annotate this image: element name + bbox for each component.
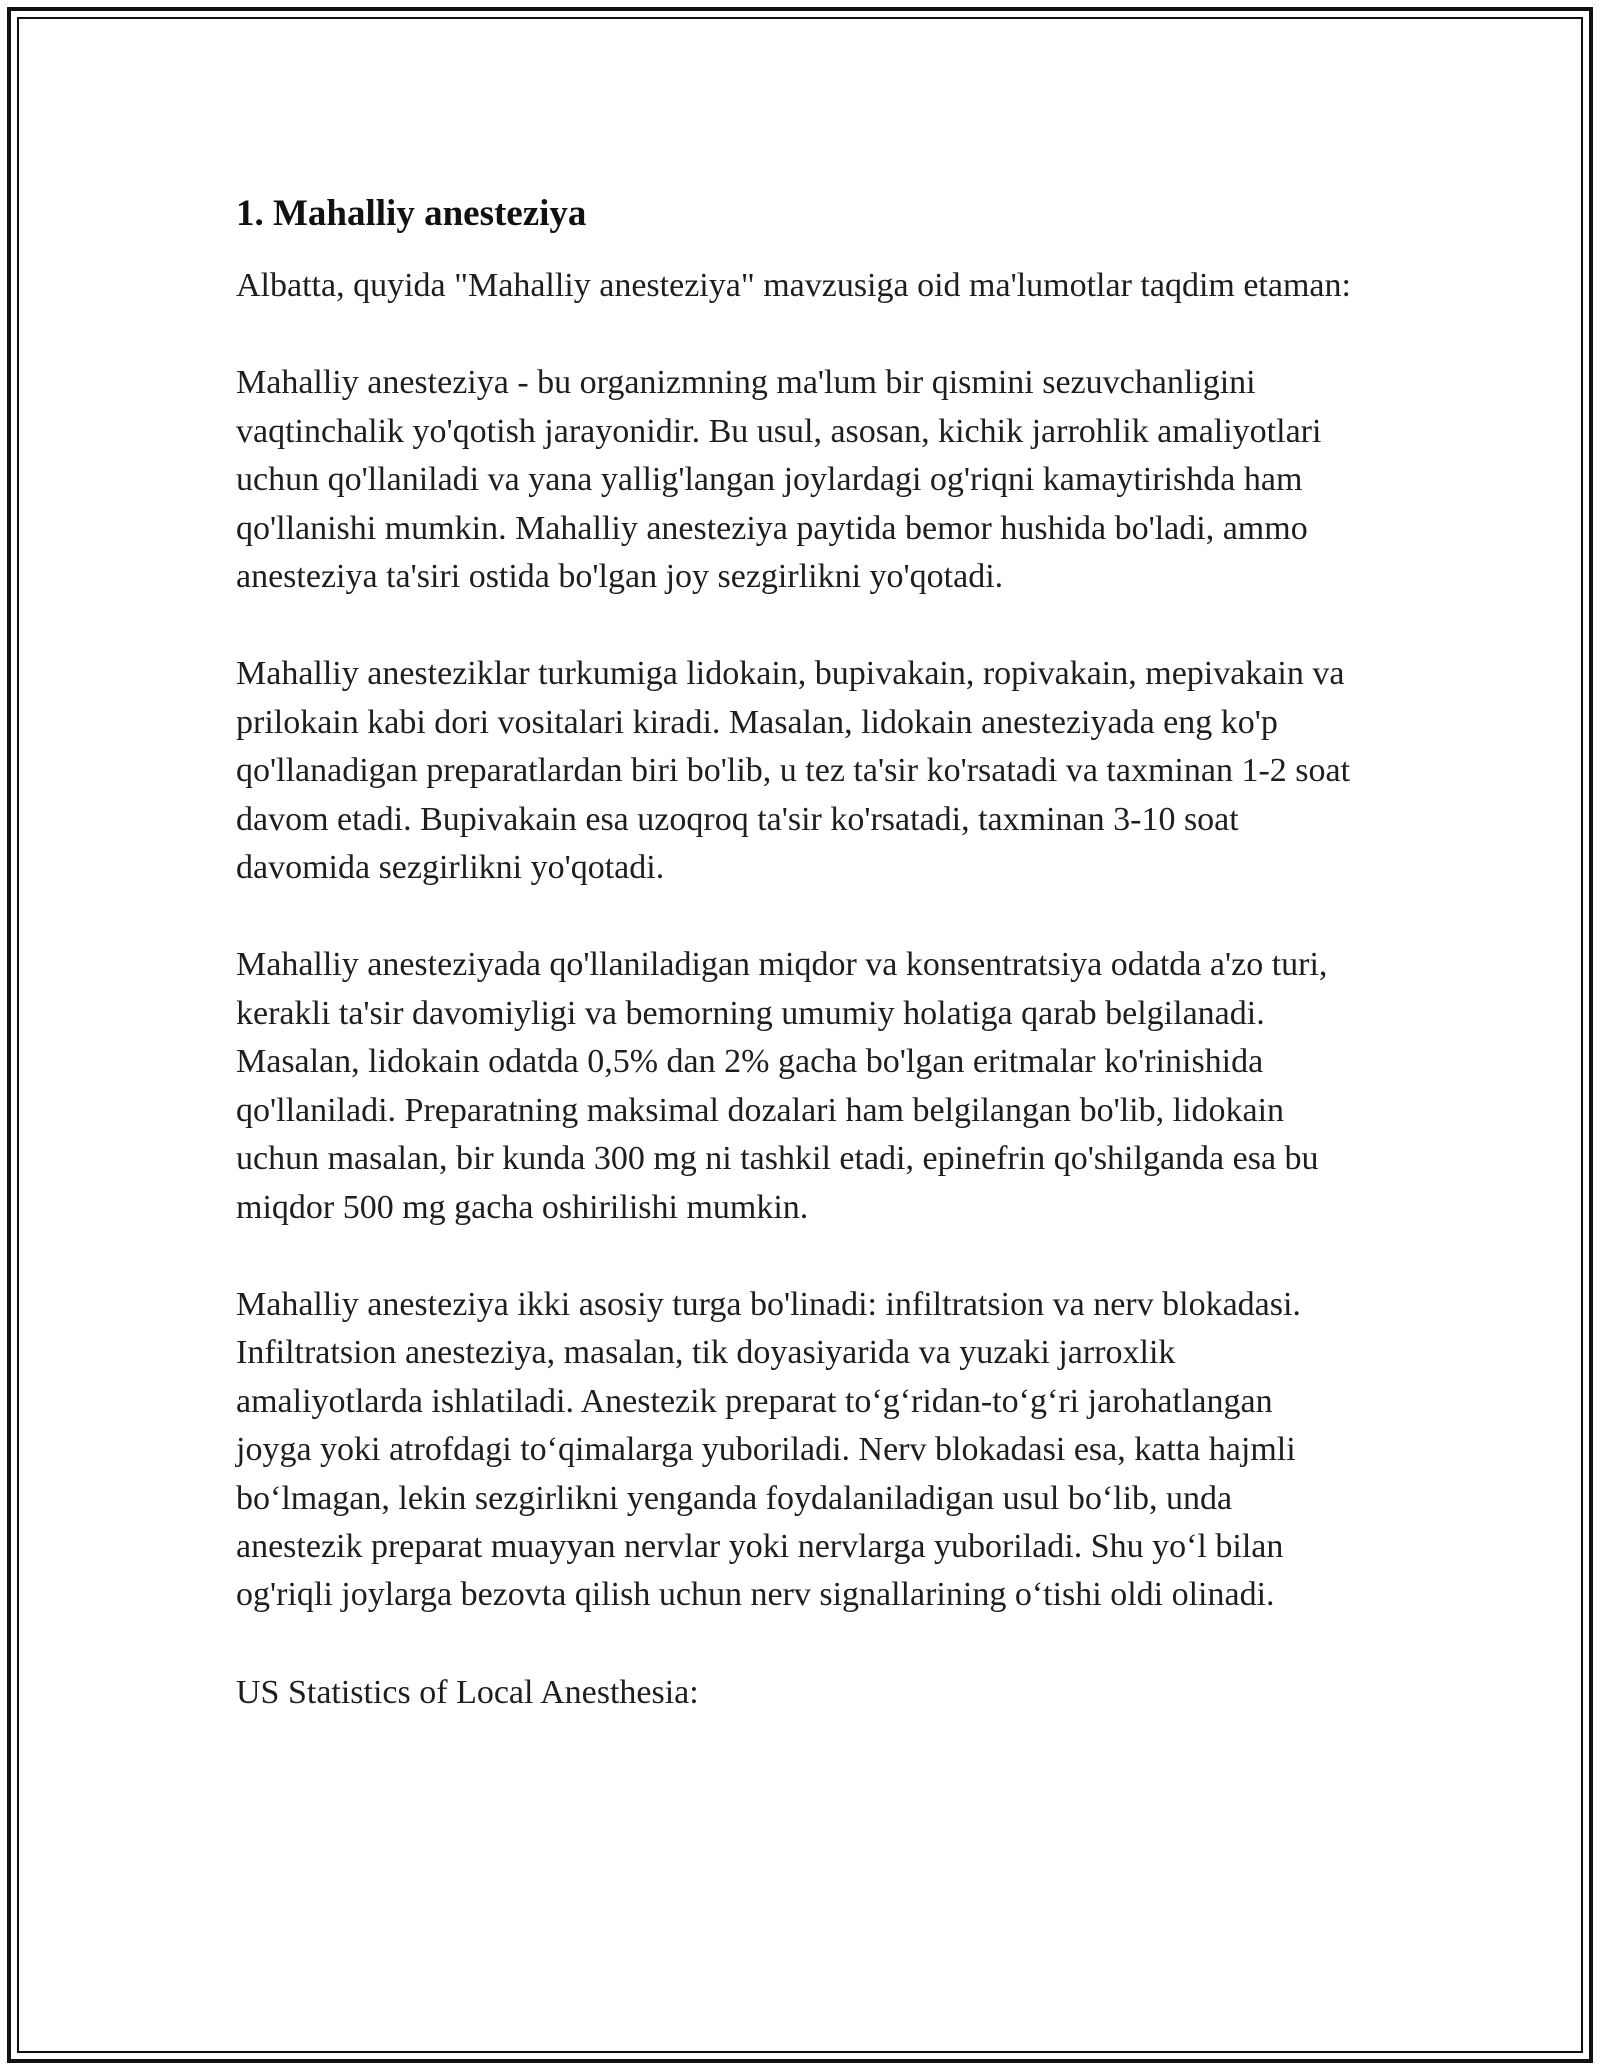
intro-paragraph: Albatta, quyida "Mahalliy anesteziya" mavzusiga oid ma'lumotlar taqdim etaman: [236, 267, 1351, 304]
anesthetics-paragraph: Mahalliy anesteziklar turkumiga lidokain, bupivakain, ropivakain, mepivakain va prilokain kabi dori vositalari kiradi. Masalan, lidokain anesteziyada eng ko'p qo'llanadigan preparatlardan biri bo'lib, u tez ta'sir ko'rsatadi va taxminan 1-2 soat davom etadi. Bupivakain esa uzoqroq ta'sir ko'rsatadi, taxminan 3-10 soat davomida sezgirlikni yo'qotadi. [236, 655, 1351, 887]
dosage-paragraph: Mahalliy anesteziyada qo'llaniladigan miqdor va konsentratsiya odatda a'zo turi, kerakli ta'sir davomiyligi va bemorning umumiy holatiga qarab belgilanadi. Masalan, lidokain odatda 0,5% dan 2% gacha bo'lgan eritmalar ko'rinishida qo'llaniladi. Preparatning maksimal dozalari ham belgilangan bo'lib, lidokain uchun masalan, bir kunda 300 mg ni tashkil etadi, epinefrin qo'shilganda esa bu miqdor 500 mg gacha oshirilishi mumkin. [236, 946, 1328, 1226]
section-heading: 1. Mahalliy anesteziya [236, 193, 587, 234]
types-paragraph: Mahalliy anesteziya ikki asosiy turga bo'linadi: infiltratsion va nerv blokadasi. Infiltratsion anesteziya, masalan, tik doyasiyarida va yuzaki jarroxlik amaliyotlarda ishlatiladi. Anestezik preparat to‘g‘ridan-to‘g‘ri jarohatlangan joyga yoki atrofdagi to‘qimalarga yuboriladi. Nerv blokadasi esa, katta hajmli bo‘lmagan, lekin sezgirlikni yenganda foydalaniladigan usul bo‘lib, unda anestezik preparat muayyan nervlar yoki nervlarga yuboriladi. Shu yo‘l bilan og'riqli joylarga bezovta qilish uchun nerv signallarining o‘tishi oldi olinadi. [236, 1285, 1301, 1614]
statistics-heading-line: US Statistics of Local Anesthesia: [236, 1673, 699, 1711]
document-body [236, 188, 1356, 1717]
definition-paragraph: Mahalliy anesteziya - bu organizmning ma'lum bir qismini sezuvchanligini vaqtinchalik yo'qotish jarayonidir. Bu usul, asosan, kichik jarrohlik amaliyotlari uchun qo'llaniladi va yana yallig'langan joylardagi og'riqni kamaytirishda ham qo'llanishi mumkin. Mahalliy anesteziya paytida bemor hushida bo'ladi, ammo anesteziya ta'siri ostida bo'lgan joy sezgirlikni yo'qotadi. [236, 364, 1322, 596]
